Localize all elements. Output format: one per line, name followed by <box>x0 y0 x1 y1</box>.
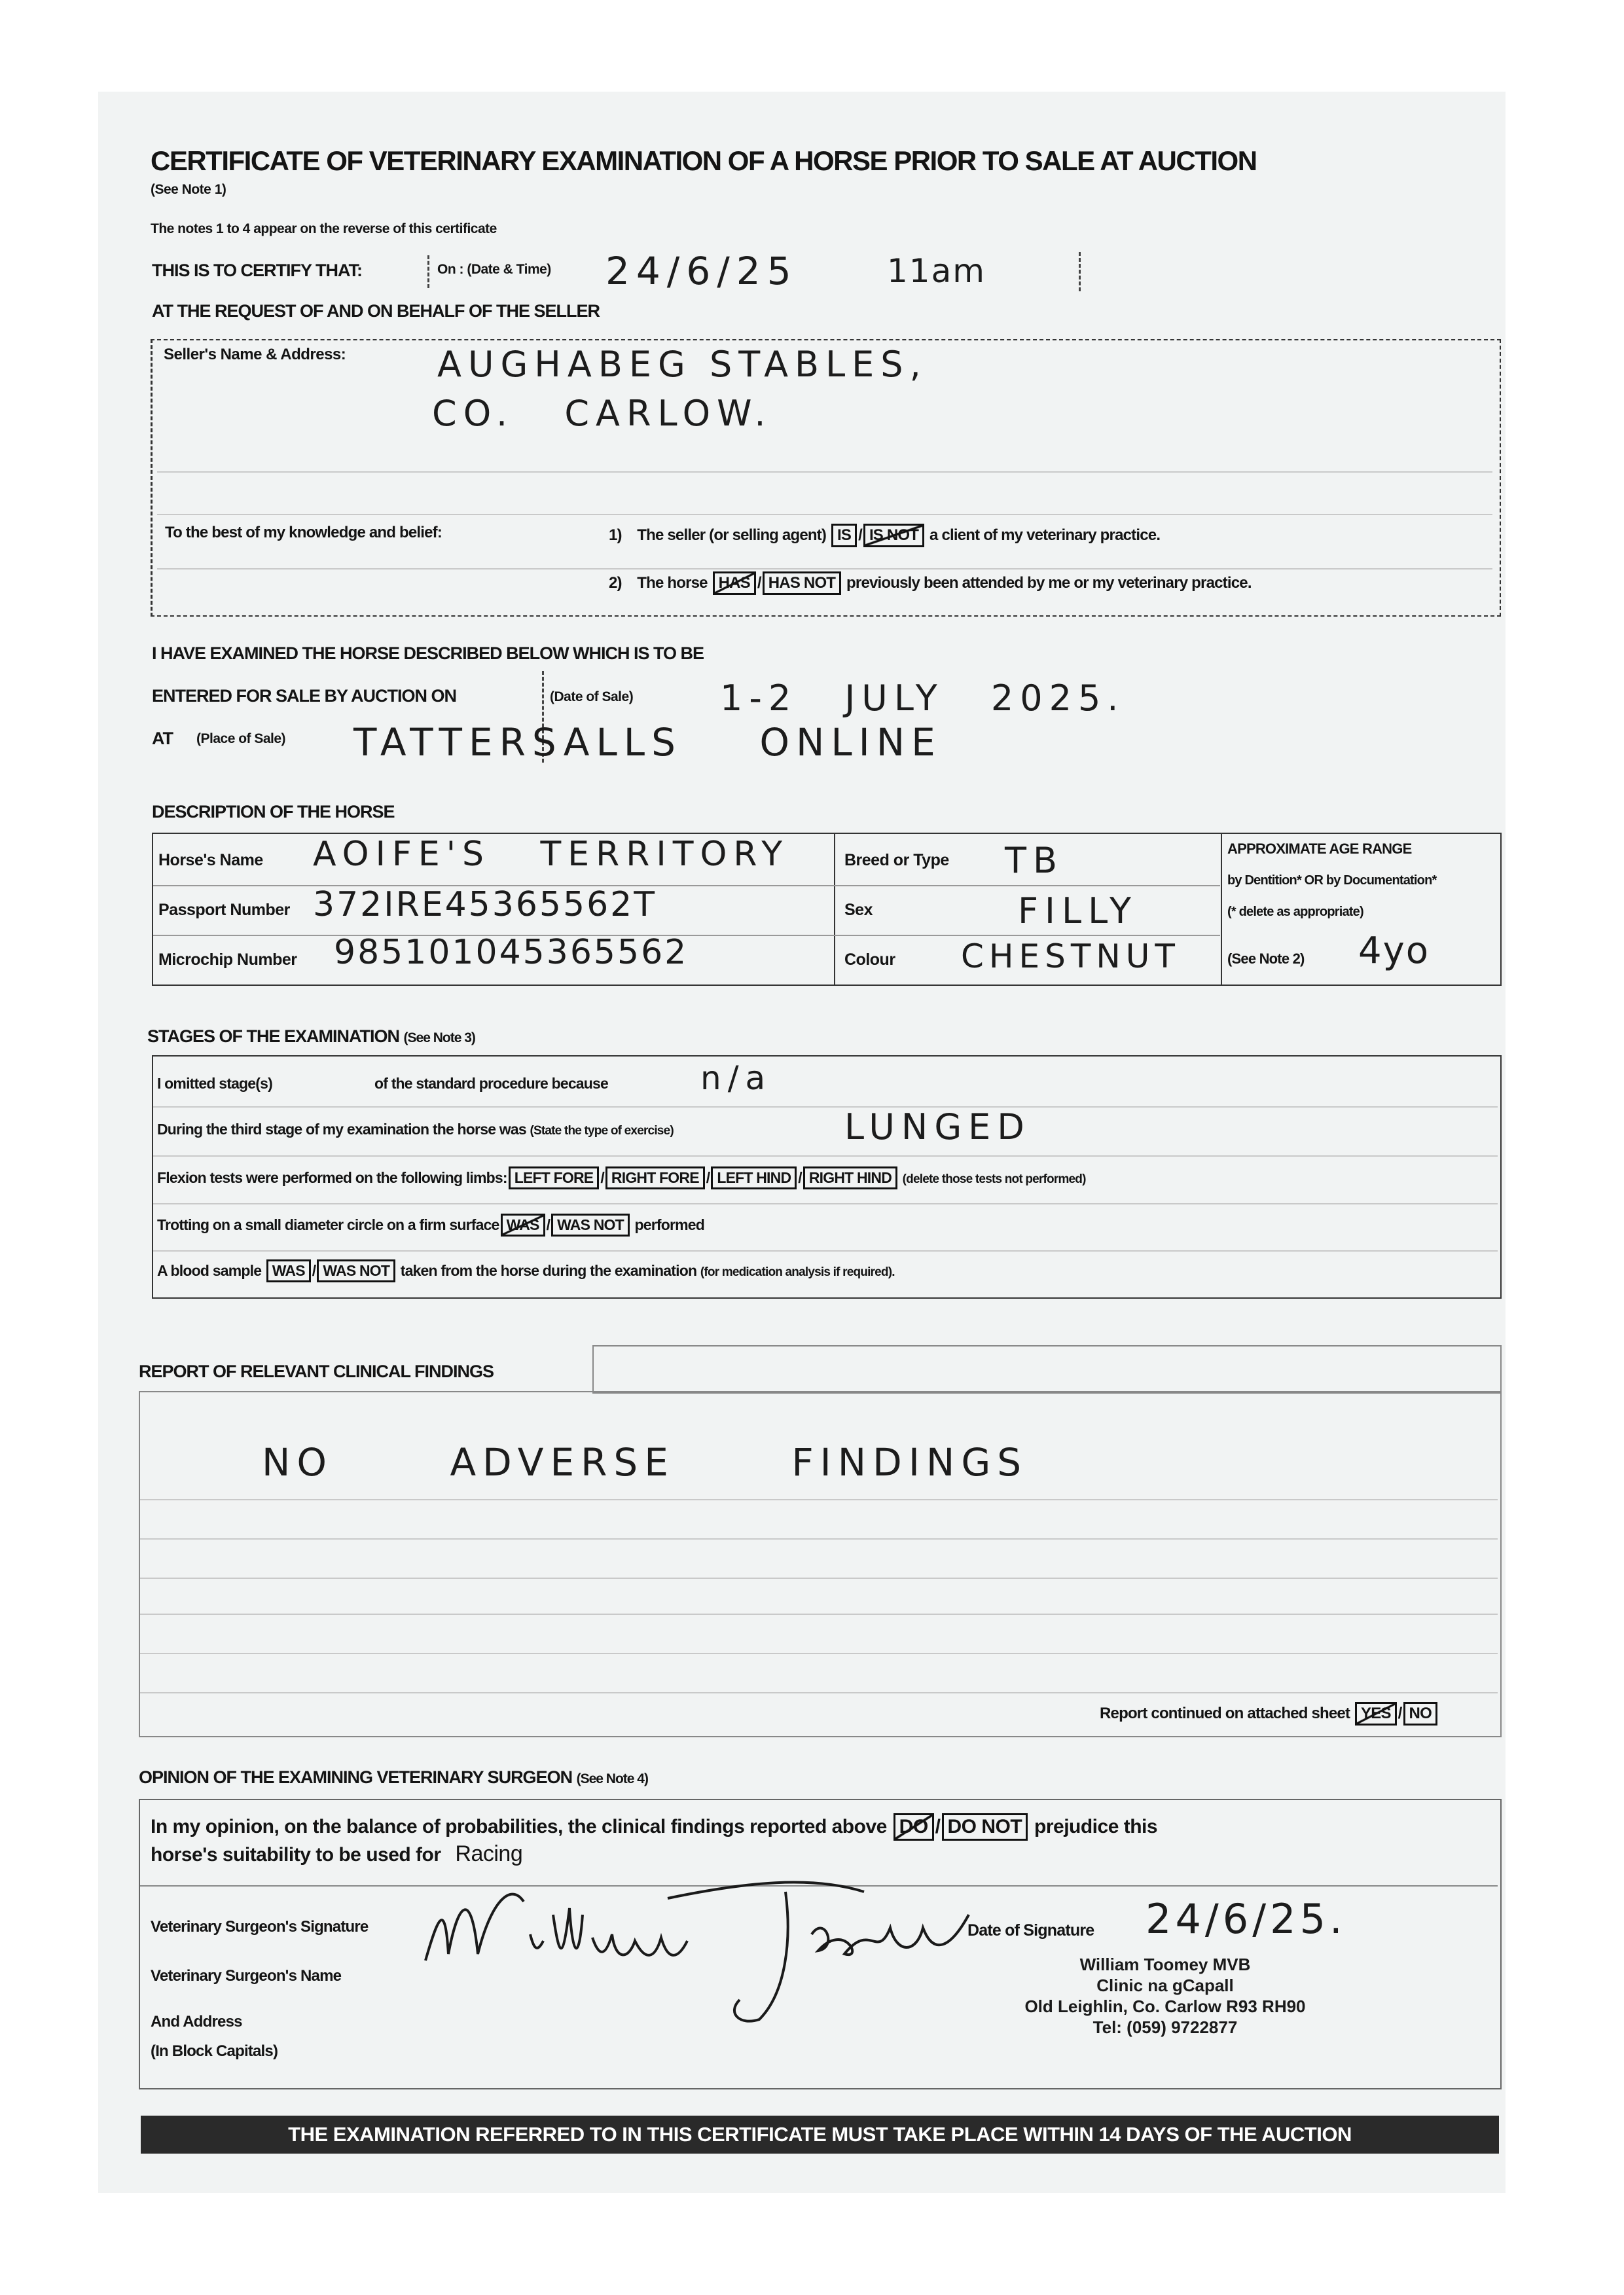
microchip-value[interactable]: 985101045365562 <box>334 933 689 972</box>
opinion-line-1: In my opinion, on the balance of probabilities, the clinical findings reported above DO / DO NOT prejudice this <box>151 1813 1157 1841</box>
on-date-time-label: On : (Date & Time) <box>437 262 551 277</box>
seller-line1[interactable]: AUGHABEG STABLES, <box>437 344 928 385</box>
sex-value[interactable]: FILLY <box>1018 890 1138 931</box>
continued-row: Report continued on attached sheet YES / NO <box>1100 1702 1439 1726</box>
item2-pre: The horse <box>637 574 708 592</box>
stages-heading-note: (See Note 3) <box>403 1030 475 1045</box>
request-line: AT THE REQUEST OF AND ON BEHALF OF THE SELLER <box>152 301 600 321</box>
rule <box>140 1653 1498 1654</box>
trot-label: Trotting on a small diameter circle on a firm surface <box>157 1216 499 1233</box>
client-is-not-option[interactable]: IS NOT <box>863 524 924 547</box>
rule <box>157 568 1492 569</box>
date-signature-label: Date of Signature <box>967 1921 1094 1940</box>
rule <box>153 1250 1498 1252</box>
rule <box>140 1499 1498 1500</box>
omitted-label: I omitted stage(s) <box>157 1075 273 1092</box>
opinion-heading-text: OPINION OF THE EXAMINING VETERINARY SURGEON <box>139 1767 573 1787</box>
third-stage-label: During the third stage of my examination the horse was <box>157 1121 526 1138</box>
examined-line: I HAVE EXAMINED THE HORSE DESCRIBED BELOW WHICH IS TO BE <box>152 643 704 663</box>
date-of-sale-value[interactable]: 1-2 JULY 2025. <box>720 678 1125 719</box>
age-delete-note: (* delete as appropriate) <box>1227 905 1363 919</box>
knowledge-label: To the best of my knowledge and belief: <box>165 524 442 541</box>
rule <box>140 1614 1498 1615</box>
blood-was-not-option[interactable]: WAS NOT <box>317 1259 395 1282</box>
blood-note: (for medication analysis if required). <box>700 1265 895 1279</box>
stages-heading-text: STAGES OF THE EXAMINATION <box>147 1026 400 1046</box>
flexion-row: Flexion tests were performed on the following limbs: LEFT FORE / RIGHT FORE / LEFT HIND / RIGHT HIND (delete those tests not performed) <box>157 1166 1086 1189</box>
opinion-text-pre: In my opinion, on the balance of probabilities, the clinical findings reported above <box>151 1816 887 1837</box>
opinion-do-not-option[interactable]: DO NOT <box>942 1813 1028 1841</box>
horse-has-option[interactable]: HAS <box>713 571 756 595</box>
rule <box>153 1155 1498 1157</box>
limb-right-hind[interactable]: RIGHT HIND <box>803 1166 897 1189</box>
rule <box>140 1538 1498 1540</box>
stamp-line-3: Old Leighlin, Co. Carlow R93 RH90 <box>1024 1997 1306 2016</box>
third-stage-value[interactable]: LUNGED <box>844 1106 1031 1148</box>
passport-value[interactable]: 372IRE45365562T <box>313 885 657 924</box>
item1-pre: The seller (or selling agent) <box>637 526 827 544</box>
breed-value[interactable]: TB <box>1005 840 1064 881</box>
sex-label: Sex <box>844 901 873 919</box>
age-heading: APPROXIMATE AGE RANGE <box>1227 840 1412 857</box>
age-see-note: (See Note 2) <box>1227 950 1305 967</box>
address-label: And Address <box>151 2013 242 2031</box>
flexion-note: (delete those tests not performed) <box>902 1172 1086 1186</box>
blood-was-option[interactable]: WAS <box>266 1259 311 1282</box>
item2-num: 2) <box>609 574 622 592</box>
notes-line: The notes 1 to 4 appear on the reverse of this certificate <box>151 221 497 236</box>
horse-name-label: Horse's Name <box>158 851 263 869</box>
report-heading: REPORT OF RELEVANT CLINICAL FINDINGS <box>139 1362 494 1381</box>
blood-label: A blood sample <box>157 1262 262 1279</box>
opinion-do-option[interactable]: DO <box>893 1813 934 1841</box>
continued-no-option[interactable]: NO <box>1403 1702 1437 1726</box>
date-signature-value[interactable]: 24/6/25. <box>1146 1895 1346 1943</box>
limb-left-fore[interactable]: LEFT FORE <box>509 1166 600 1189</box>
use-value[interactable]: Racing <box>455 1841 523 1866</box>
separator: / <box>858 526 862 544</box>
place-of-sale-label: (Place of Sale) <box>196 731 286 746</box>
entered-label: ENTERED FOR SALE BY AUCTION ON <box>152 686 457 706</box>
rule <box>153 1106 1498 1108</box>
passport-label: Passport Number <box>158 901 290 919</box>
opinion-line2-text: horse's suitability to be used for <box>151 1844 441 1866</box>
date-of-sale-label: (Date of Sale) <box>550 689 634 704</box>
omitted-value[interactable]: n/a <box>700 1059 772 1097</box>
opinion-heading-note: (See Note 4) <box>576 1771 648 1786</box>
stages-heading <box>147 1026 475 1047</box>
divider <box>1221 833 1222 985</box>
stamp-line-4: Tel: (059) 9722877 <box>1092 2017 1238 2037</box>
horse-has-not-option[interactable]: HAS NOT <box>763 571 841 595</box>
vet-name-label: Veterinary Surgeon's Name <box>151 1967 342 1985</box>
seller-line2[interactable]: CO. CARLOW. <box>432 393 772 434</box>
third-stage-hint: (State the type of exercise) <box>530 1124 674 1138</box>
exam-time-value[interactable]: 11am <box>887 252 986 290</box>
knowledge-item-1 <box>609 524 1160 547</box>
seller-label: Seller's Name & Address: <box>164 346 346 363</box>
trot-post: performed <box>634 1216 705 1233</box>
description-heading: DESCRIPTION OF THE HORSE <box>152 802 395 822</box>
stamp-line-2: Clinic na gCapall <box>1096 1976 1234 1995</box>
trot-was-option[interactable]: WAS <box>501 1214 545 1237</box>
item2-post: previously been attended by me or my veterinary practice. <box>846 574 1252 592</box>
client-is-option[interactable]: IS <box>831 524 857 547</box>
age-value[interactable]: 4yo <box>1358 930 1430 972</box>
divider <box>427 255 429 288</box>
divider <box>834 833 835 985</box>
vet-stamp <box>995 1954 1335 2038</box>
separator: / <box>757 574 761 592</box>
limb-left-hind[interactable]: LEFT HIND <box>711 1166 797 1189</box>
omitted-mid: of the standard procedure because <box>374 1075 609 1092</box>
limb-right-fore[interactable]: RIGHT FORE <box>605 1166 705 1189</box>
place-of-sale-value[interactable]: TATTERSALLS ONLINE <box>353 720 942 765</box>
horse-name-value[interactable]: AOIFE'S TERRITORY <box>313 835 789 874</box>
certify-label: THIS IS TO CERTIFY THAT: <box>152 261 363 280</box>
item1-post: a client of my veterinary practice. <box>929 526 1161 544</box>
blood-post: taken from the horse during the examination <box>400 1262 697 1279</box>
rule <box>153 1203 1498 1204</box>
exam-date-value[interactable]: 24/6/25 <box>605 249 798 293</box>
certificate-title: CERTIFICATE OF VETERINARY EXAMINATION OF A HORSE PRIOR TO SALE AT AUCTION <box>151 145 1257 176</box>
item1-num: 1) <box>609 526 622 544</box>
rule <box>140 1578 1498 1579</box>
microchip-label: Microchip Number <box>158 950 297 969</box>
colour-label: Colour <box>844 950 895 969</box>
trot-was-not-option[interactable]: WAS NOT <box>551 1214 630 1237</box>
continued-label: Report continued on attached sheet <box>1100 1705 1350 1722</box>
opinion-text-post: prejudice this <box>1034 1816 1158 1837</box>
flexion-label: Flexion tests were performed on the following limbs: <box>157 1169 507 1186</box>
age-method: by Dentition* OR by Documentation* <box>1227 873 1437 888</box>
divider <box>1079 252 1081 291</box>
footer-banner: THE EXAMINATION REFERRED TO IN THIS CERTIFICATE MUST TAKE PLACE WITHIN 14 DAYS OF THE AUCTION <box>141 2116 1499 2154</box>
opinion-heading <box>139 1767 648 1788</box>
trot-row: Trotting on a small diameter circle on a firm surface WAS / WAS NOT performed <box>157 1214 704 1237</box>
stamp-line-1: William Toomey MVB <box>1079 1955 1251 1974</box>
finding-value[interactable]: NO ADVERSE FINDINGS <box>262 1440 1028 1485</box>
knowledge-item-2 <box>609 571 1252 595</box>
rule <box>140 1692 1498 1693</box>
blood-row: A blood sample WAS / WAS NOT taken from the horse during the examination (for medication analysis if required). <box>157 1259 895 1282</box>
breed-label: Breed or Type <box>844 851 949 869</box>
continued-yes-option[interactable]: YES <box>1355 1702 1397 1726</box>
block-capitals-label: (In Block Capitals) <box>151 2042 278 2060</box>
signature-label: Veterinary Surgeon's Signature <box>151 1918 369 1936</box>
at-label: AT <box>152 729 173 748</box>
third-stage-row <box>157 1121 674 1138</box>
colour-value[interactable]: CHESTNUT <box>961 937 1180 975</box>
see-note-1: (See Note 1) <box>151 182 226 197</box>
rule <box>157 514 1492 515</box>
rule <box>157 471 1492 473</box>
report-heading-box <box>592 1345 1502 1394</box>
signature-mark <box>419 1862 995 2033</box>
